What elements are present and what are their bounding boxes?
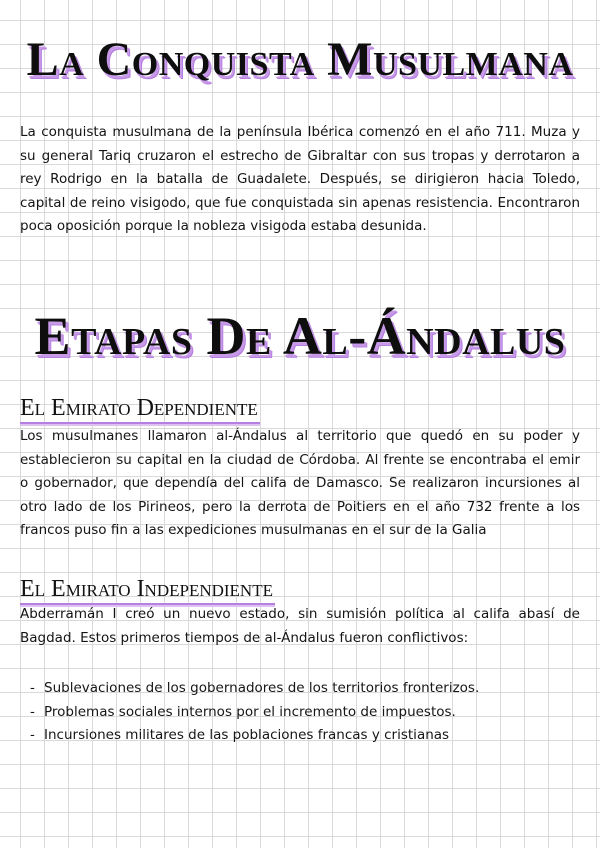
emirato-dependiente-heading xyxy=(20,394,260,424)
list-dash: - xyxy=(30,703,35,720)
list-dash: - xyxy=(30,680,35,696)
list-item-text: Problemas sociales internos por el incremento de impuestos. xyxy=(44,703,456,720)
list-dash: - xyxy=(30,727,35,743)
list-item xyxy=(30,701,590,725)
list-item-text: Incursiones militares de las poblaciones francas y cristianas xyxy=(44,727,450,743)
intro-paragraph: La conquista musulmana de la península Ibérica comenzó en el año 711. Muza y su general Tariq cruzaron el estrecho de Gibraltar con sus tropas y derrotaron a rey Rodrigo en la batalla de Guadalete. Después, se dirigieron hacia Toledo, capital de reino visigodo, que fue conquistada sin apenas resistencia. Encontraron poca oposición porque la nobleza visigoda estaba desunida. xyxy=(20,124,580,234)
emirato-independiente-heading-text: El Emirato Independiente xyxy=(20,575,275,605)
emirato-independiente-paragraph: Abderramán I creó un nuevo estado, sin sumisión política al califa abasí de Bagdad. Estos primeros tiempos de al-Ándalus fueron conflictivos: xyxy=(20,606,580,646)
emirato-dependiente-paragraph: Los musulmanes llamaron al-Ándalus al territorio que quedó en su poder y establecieron su capital en la ciudad de Córdoba. Al frente se encontraba el emir o gobernador, que dependía del califa de Damasco. Se realizaron incursiones al otro lado de los Pirineos, pero la derrota de Poitiers en el año 732 frente a los francos puso fin a las expediciones musulmanas en el sur de la Galia xyxy=(20,428,580,538)
emirato-independiente-heading xyxy=(20,575,275,605)
list-item xyxy=(30,677,590,701)
list-item xyxy=(30,724,590,748)
conflict-list xyxy=(30,677,590,748)
emirato-dependiente-heading-text: El Emirato Dependiente xyxy=(20,394,260,424)
page-title: La Conquista Musulmana xyxy=(26,33,574,86)
section-title: Etapas De Al-Ándalus xyxy=(34,306,566,366)
list-item-text: Sublevaciones de los gobernadores de los territorios fronterizos. xyxy=(44,680,480,696)
